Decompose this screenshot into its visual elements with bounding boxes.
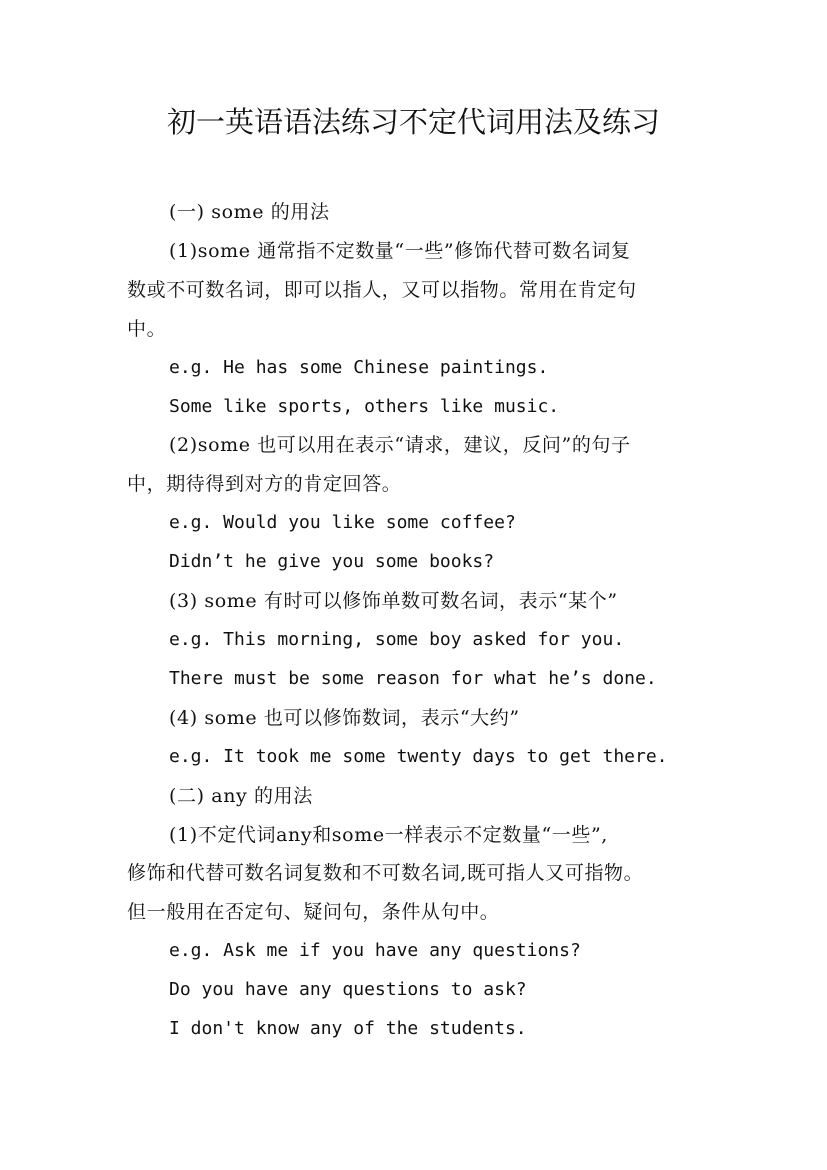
document-body <box>127 193 707 1049</box>
text-line: Do you have any questions to ask? <box>169 979 527 1001</box>
text-line: (1)some 通常指不定数量“一些”修饰代替可数名词复 <box>169 239 631 262</box>
text-line: 但一般用在否定句、疑问句，条件从句中。 <box>127 901 500 924</box>
text-line: (1)不定代词any和some一样表示不定数量“一些”, <box>169 823 608 846</box>
text-line: e.g. Would you like some coffee? <box>169 512 516 534</box>
text-line: e.g. It took me some twenty days to get there. <box>169 745 668 767</box>
text-line: (4) some 也可以修饰数词，表示“大约” <box>169 706 520 729</box>
text-line: (一) some 的用法 <box>169 201 330 223</box>
text-line: 中。 <box>127 317 167 340</box>
text-line: I don't know any of the students. <box>169 1018 527 1040</box>
text-line: e.g. This morning, some boy asked for you. <box>169 628 625 650</box>
text-line: Some like sports, others like music. <box>169 395 560 417</box>
text-line: (3) some 有时可以修饰单数可数名词，表示“某个” <box>169 590 618 613</box>
text-line: e.g. He has some Chinese paintings. <box>169 356 549 378</box>
text-line: 数或不可数名词，即可以指人，又可以指物。常用在肯定句 <box>127 278 637 301</box>
text-line: e.g. Ask me if you have any questions? <box>169 940 581 962</box>
text-line: 中，期待得到对方的肯定回答。 <box>127 473 402 496</box>
text-line: 修饰和代替可数名词复数和不可数名词,既可指人又可指物。 <box>127 862 644 885</box>
text-line: Didn’t he give you some books? <box>169 551 495 573</box>
text-line: (二) any 的用法 <box>169 784 313 807</box>
text-line: There must be some reason for what he’s done. <box>169 667 657 689</box>
text-line: (2)some 也可以用在表示“请求，建议，反问”的句子 <box>169 434 631 457</box>
document-title: 初一英语语法练习不定代词用法及练习 <box>166 105 660 139</box>
